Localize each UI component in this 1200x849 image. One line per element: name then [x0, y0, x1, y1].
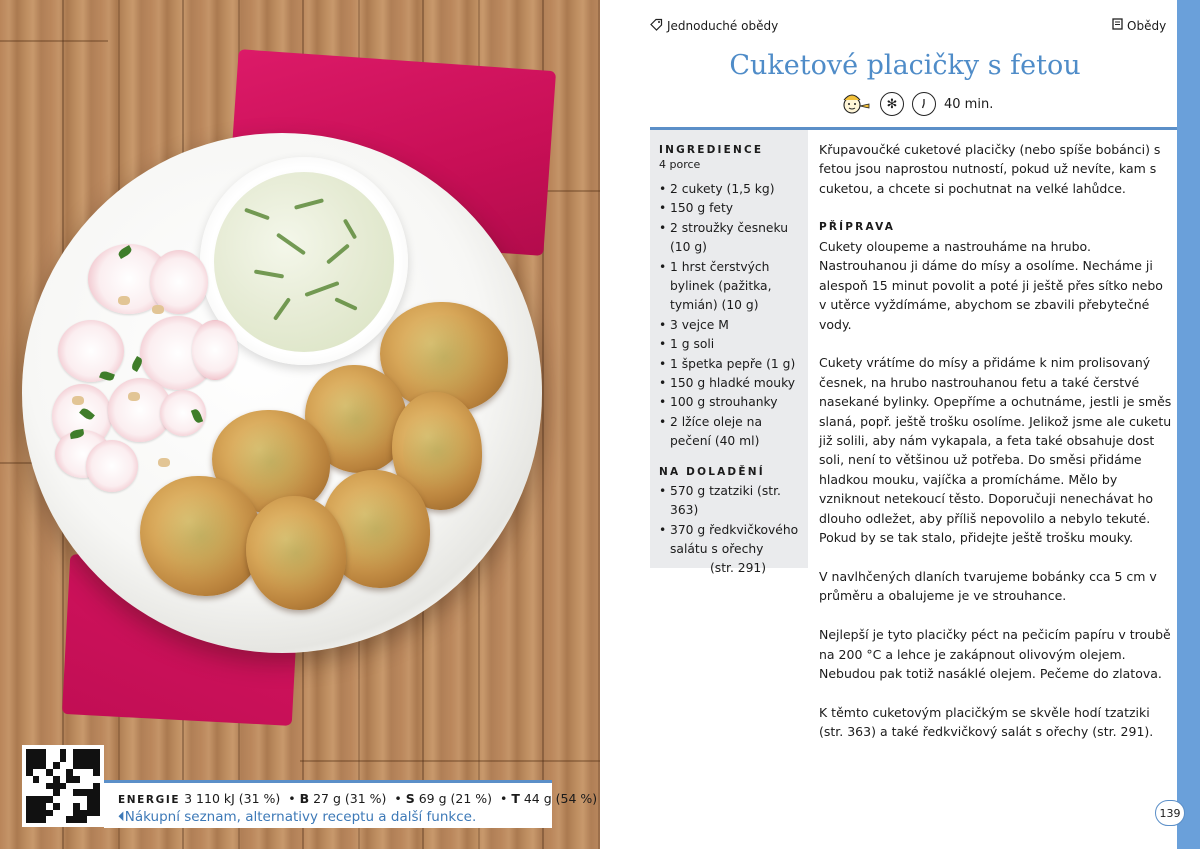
ingredient-item: • 2 lžíce oleje na pečení (40 ml) [659, 413, 802, 452]
cooking-time: 40 min. [944, 96, 994, 112]
recipe-intro: Křupavoučké cuketové placičky (nebo spíše bobánci) s fetou jsou naprostou nutností, pokud už nevíte, kam s cuketou, a chcete si pochutnat na velké lahůdce. [819, 142, 1161, 196]
ingredient-item: • 2 stroužky česneku (10 g) [659, 219, 802, 258]
carbs-value: 69 g (21 %) [418, 791, 493, 806]
fat-value: 44 g (54 %) [523, 791, 598, 806]
recipe-badges [838, 91, 993, 117]
method-step: Nejlepší je tyto placičky péct na pečicím papíru v troubě na 200 °C a lehce je zakápnout olivovým olejem. Nebudou pak totiž nasáklé olejem. Pečeme do zlatova. [819, 627, 1171, 681]
ingredient-item: • 150 g fety [659, 199, 802, 218]
protein-label: B [299, 791, 310, 806]
qr-code[interactable] [22, 745, 104, 827]
tzatziki-sauce [214, 172, 394, 352]
method-heading: PŘÍPRAVA [819, 220, 896, 233]
energy-label: ENERGIE [118, 794, 181, 806]
fat-label: T [511, 791, 520, 806]
radish-slice [86, 440, 138, 492]
method-step: V navlhčených dlaních tvarujeme bobánky cca 5 cm v průměru a obalujeme je ve strouhance. [819, 568, 1157, 604]
recipe-title: Cuketové placičky s fetou [729, 50, 1081, 81]
ingredient-item: • 3 vejce M [659, 316, 802, 335]
page-edge-bar [1177, 0, 1200, 849]
snowflake-icon: ✻ [880, 92, 904, 116]
page-number: 139 [1155, 800, 1185, 826]
ingredient-item: • 1 g soli [659, 335, 802, 354]
finish-item-text: 370 g ředkvičkového salátu s ořechy [670, 522, 799, 556]
ingredients-heading: INGREDIENCE [659, 144, 764, 156]
finish-item [659, 521, 802, 579]
tag-icon [650, 18, 663, 34]
energy-value: 3 110 kJ (31 %) [184, 791, 281, 806]
category-label: Jednoduché obědy [667, 19, 779, 33]
finish-heading: NA DOLADĚNÍ [659, 465, 765, 478]
ingredient-item: • 150 g hladké mouky [659, 374, 802, 393]
chef-icon [838, 91, 872, 117]
nutrition-box [104, 780, 598, 828]
caret-left-icon: ⏴ [118, 809, 125, 825]
ingredient-item: • 100 g strouhanky [659, 393, 802, 412]
nutrition-values: ENERGIE 3 110 kJ (31 %) • B 27 g (31 %) • S 69 g (21 %) • T 44 g (54 %) [118, 791, 598, 806]
protein-value: 27 g (31 %) [313, 791, 387, 806]
method-step: K těmto cuketovým placičkým se skvěle hodí tzatziki (str. 363) a také ředkvičkový salát s ořechy (str. 291). [819, 704, 1154, 740]
qr-code-pattern [26, 749, 100, 823]
section-label: Obědy [1127, 18, 1167, 33]
portions: 4 porce [659, 158, 701, 171]
ingredients-panel [650, 130, 808, 576]
wood-seam [0, 40, 108, 42]
ingredient-item: • 1 hrst čerstvých bylinek (pažitka, tymián) (10 g) [659, 258, 802, 316]
clock-icon [912, 92, 936, 116]
book-icon [1112, 18, 1123, 33]
shopping-list-link[interactable] [118, 808, 552, 826]
wood-seam [300, 760, 600, 762]
category-header [650, 18, 778, 34]
ingredient-item: • 1 špetka pepře (1 g) [659, 355, 802, 374]
finish-item: • 570 g tzatziki (str. 363) [659, 482, 802, 521]
radish-slice [192, 320, 238, 380]
finish-item-page-ref: (str. 291) [710, 561, 767, 576]
shopping-list-link-text: Nákupní seznam, alternativy receptu a další funkce. [124, 809, 477, 825]
section-header [1112, 18, 1166, 33]
recipe-body [819, 140, 1174, 761]
ingredient-item: • 2 cukety (1,5 kg) [659, 180, 802, 199]
method-step: Cukety vrátíme do mísy a přidáme k nim prolisovaný česnek, na hrubo nastrouhanou fetu a také čerstvé nasekané bylinky. Opepříme a ochutnáme, jestli je směs slaná, popř. ještě trošku osolíme. Jelikož jsme ale cuketu již solili, aby nám vykapala, a feta také obsahuje dost soli, není to většinou už potřeba. Do směsi přidáme hladkou mouku, vajíčka a promícháme. Mělo by vzniknout netekoucí těsto. Doporučuji nenechávat ho dlouho odležet, aby příliš nepovolilo a nebylo tekuté. Pokud by se tak stalo, přidejte ještě trošku mouky. [819, 355, 1172, 546]
ingredients-list [659, 180, 802, 452]
carbs-label: S [405, 791, 415, 806]
method-step: Cukety oloupeme a nastrouháme na hrubo. Nastrouhanou ji dáme do mísy a osolíme. Necháme ji alespoň 15 minut povolit a poté ji ještě přes sítko nebo v utěrce vyždímáme, abychom se zbavili přebytečné vody. [819, 239, 1163, 332]
finish-list [659, 482, 802, 579]
radish-slice [58, 320, 124, 382]
